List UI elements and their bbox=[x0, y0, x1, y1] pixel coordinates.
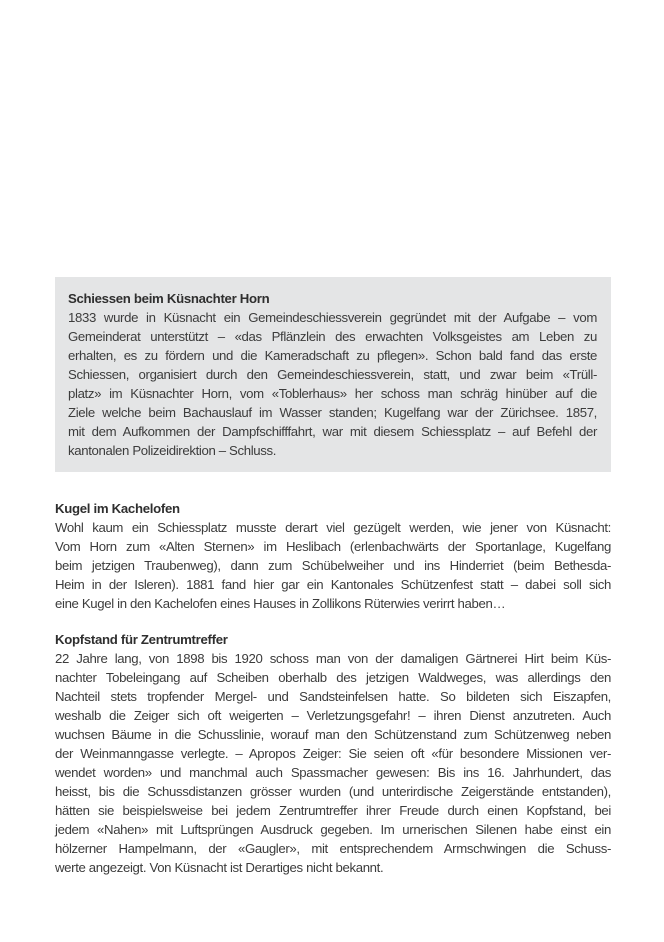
text-line: mit dem Aufkommen der Dampfschifffahrt, war mit diesem Schiessplatz – auf Befehl der bbox=[68, 424, 597, 439]
section-heading-kugel: Kugel im Kachelofen bbox=[55, 501, 180, 516]
text-line: platz» im Küsnachter Horn, vom «Toblerhaus» her schoss man schräg hinüber auf die bbox=[68, 386, 597, 401]
text-line: Ziele welche beim Bachauslauf im Wasser standen; Kugelfang war der Zürichsee. 1857, bbox=[68, 405, 597, 420]
text-line: Heim in der Isleren). 1881 fand hier gar ein Kantonales Schützenfest statt – dabei soll sich bbox=[55, 577, 611, 592]
text-line: wendet worden» und manchmal auch Spassmacher gewesen: Bis ins 16. Jahrhundert, das bbox=[55, 765, 611, 780]
text-line: 22 Jahre lang, von 1898 bis 1920 schoss man von der damaligen Gärtnerei Hirt beim Küs- bbox=[55, 651, 611, 666]
text-line: 1833 wurde in Küsnacht ein Gemeindeschiessverein gegründet mit der Aufgabe – vom bbox=[68, 310, 597, 325]
text-line: Gemeinderat unterstützt – «das Pflänzlein des erwachten Volksgeistes am Leben zu bbox=[68, 329, 597, 344]
section-paragraph-kugel bbox=[55, 518, 611, 613]
text-line: Vom Horn zum «Alten Sternen» im Heslibach (erlenbachwärts der Sportanlage, Kugelfang bbox=[55, 539, 611, 554]
text-line: weshalb die Zeiger sich oft weigerten – Verletzungsgefahr! – ihren Dienst anzutreten. Auch bbox=[55, 708, 611, 723]
text-line: Wohl kaum ein Schiessplatz musste derart viel gezügelt werden, wie jener von Küsnacht: bbox=[55, 520, 611, 535]
text-line: kantonalen Polizeidirektion – Schluss. bbox=[68, 443, 277, 458]
section-kugel-im-kachelofen bbox=[55, 499, 611, 613]
text-line: der Weinmanngasse verlegte. – Apropos Zeiger: Sie seien oft «für besondere Missionen ver- bbox=[55, 746, 611, 761]
text-line: jedem «Nahen» mit Luftsprüngen Ausdruck gegeben. Im urnerischen Silenen habe einst ein bbox=[55, 822, 611, 837]
text-line: Nachteil stets tropfender Mergel- und Sandsteinfelsen hatte. So bildeten sich Eiszapfen, bbox=[55, 689, 611, 704]
text-line: eine Kugel in den Kachelofen eines Hauses in Zollikons Rüterwies verirrt haben… bbox=[55, 596, 506, 611]
text-line: wuchsen Bäume in die Schusslinie, worauf man den Schützenstand zum Schützenweg neben bbox=[55, 727, 611, 742]
text-line: erhalten, es zu fördern und die Kameradschaft zu pflegen». Schon bald fand das erste bbox=[68, 348, 597, 363]
text-line: Schiessen, organisiert durch den Gemeindeschiessverein, statt, und zwar beim «Trüll- bbox=[68, 367, 597, 382]
text-line: hätten sie beispielsweise bei jedem Zentrumtreffer ihrer Freude durch einen Kopfstand, bei bbox=[55, 803, 611, 818]
infobox-heading: Schiessen beim Küsnachter Horn bbox=[68, 291, 270, 306]
text-line: heisst, bis die Schussdistanzen grösser wurden (und unterirdische Zeigerstände entstanden), bbox=[55, 784, 611, 799]
text-line: nachter Tobeleingang auf Scheiben oberhalb des jetzigen Waldweges, was allerdings den bbox=[55, 670, 611, 685]
section-kopfstand-zentrumtreffer bbox=[55, 630, 611, 877]
section-paragraph-kopfstand bbox=[55, 649, 611, 877]
text-line: werte angezeigt. Von Küsnacht ist Derartiges nicht bekannt. bbox=[55, 860, 384, 875]
text-line: beim jetzigen Traubenweg), dann zum Schübelweiher und ins Hinderriet (beim Bethesda- bbox=[55, 558, 611, 573]
text-line: hölzerner Hampelmann, der «Gaugler», mit entsprechendem Armschwingen die Schuss- bbox=[55, 841, 611, 856]
infobox-schiessen-horn bbox=[55, 277, 611, 472]
infobox-paragraph bbox=[68, 308, 597, 460]
section-heading-kopfstand: Kopfstand für Zentrumtreffer bbox=[55, 632, 228, 647]
